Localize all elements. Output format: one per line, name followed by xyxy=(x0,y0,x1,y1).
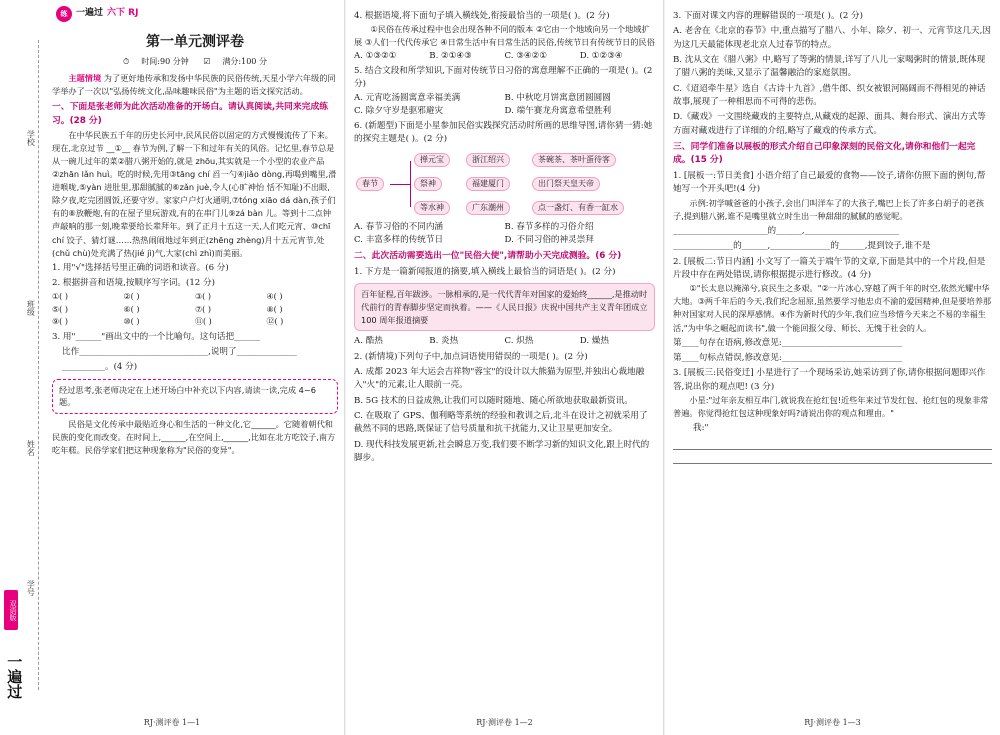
page-footer: RJ·测评卷 1—2 xyxy=(476,717,533,727)
binding-name: 姓名 xyxy=(26,440,36,456)
question-2: 2. 根据拼音和语境,按顺序写字词。(12 分) xyxy=(52,278,215,289)
mind-map-node: 广东潮州 xyxy=(466,201,510,215)
board-1-example: 示例:初学喊爸爸的小孩子,会出门叫洋车了的大孩子,嘴巴上长了许多白胡子的老孩子,提到腊八粥,谁不是嘴里就立时生出一种甜甜的腻腻的感觉呢。 xyxy=(673,197,984,221)
option-d[interactable]: D.《藏戏》一文围绕藏戏的主要特点,从藏戏的起源、面具、舞台形式、演出方式等方面对藏戏进行了详细的介绍,略写了藏戏的传承方式。 xyxy=(673,112,986,136)
option[interactable]: A. 春节习俗的不同内涵 xyxy=(354,221,444,232)
section-2-question-1: 1. 下方是一篇新闻报道的摘要,填入横线上最恰当的词语是( )。(2 分) xyxy=(354,267,616,277)
board-3-interview: 小星:"过年亲友相互串门,就说我在抢红包!近些年来过节发红包、抢红包的现象非常普遍。你觉得抢红包这种现象好吗?请说出你的观点和理由。" xyxy=(673,394,989,419)
binding-class: 班级 xyxy=(26,300,36,316)
option-c[interactable]: C. 在吸取了 GPS、伽利略等系统的经验和教训之后,北斗在设计之初就采用了截然不同的思路,既保证了信号质量和抗干扰能力,又让卫星更加安全。 xyxy=(354,410,648,435)
question-4-options xyxy=(354,50,655,63)
binding-id: 学号 xyxy=(26,580,36,596)
side-strip: 双语版 xyxy=(4,590,18,630)
blank[interactable]: ⑤( ) xyxy=(52,304,68,314)
board-3-answer-prefix: 我:" xyxy=(693,423,709,434)
option[interactable]: C. 除夕守岁是驱邪避灾 xyxy=(354,105,444,116)
mind-map-node: 掸元宝 xyxy=(414,153,450,167)
blanks-grid xyxy=(52,291,338,328)
page-title: 第一单元测评卷 xyxy=(146,34,244,50)
option[interactable]: D. 燥热 xyxy=(579,336,609,347)
connector xyxy=(390,184,410,185)
theme-label: 主题情境 xyxy=(68,73,102,84)
option[interactable]: D. ①②③④ xyxy=(579,50,623,61)
section-2-q1-options xyxy=(354,335,655,348)
theme-block xyxy=(52,72,338,98)
blank[interactable]: ⑨( ) xyxy=(52,317,68,327)
question-5: 5. 结合文段和所学知识,下面对传统节日习俗的寓意理解不正确的一项是( )。(2 分) xyxy=(354,65,653,90)
connector xyxy=(410,161,411,207)
blank[interactable]: ⑦( ) xyxy=(195,304,211,314)
blank[interactable]: ⑪( ) xyxy=(195,317,212,327)
question-3-line-2: 比作______________________________,说明了______________ xyxy=(62,346,297,357)
mind-map-node: 等水神 xyxy=(414,201,450,215)
theme-text: 为了更好地传承和发扬中华民族的民俗传统,天星小学六年级的同学举办了一次以"弘扬传统文化,品味趣味民俗"为主题的语文探究活动。 xyxy=(52,73,336,97)
page-3-content xyxy=(673,8,992,711)
mind-map-node: 祭神 xyxy=(414,177,442,191)
mind-map-node: 茶碗茶、茶叶蛋待客 xyxy=(532,153,616,167)
option[interactable]: B. 春节多样的习俗介绍 xyxy=(504,221,594,232)
option[interactable]: C. 丰富多样的传统节日 xyxy=(354,235,444,246)
board-2-answer-line-1[interactable]: 第____句存在语病,修改意见:____________________________ xyxy=(673,337,903,348)
mind-map-node: 点一盏灯、有香一缸水 xyxy=(532,201,624,215)
folk-passage: 民俗是文化传承中最贴近身心和生活的一种文化,它______。它随着朝代和民族的变化而改变。在时间上,______,在空间上,______,比如在北方吃饺子,南方吃年糕。民俗学家们把这种现象称为"民俗的变异"。 xyxy=(52,418,336,456)
board-2-answer-line-2[interactable]: 第____句标点错误,修改意见:____________________________ xyxy=(673,353,903,363)
board-2-question: 2. [展板二:节日内涵] 小文写了一篇关于端午节的文章,下面是其中的一个片段,但是片段中存在两处错误,请你根据提示进行修改。(4 分) xyxy=(673,256,986,280)
vertical-brand: 一遍过 xyxy=(5,654,24,699)
board-1-answer-line-1[interactable]: ______________________的______,______________________ xyxy=(673,225,900,236)
option[interactable]: B. ②①④③ xyxy=(429,50,472,61)
news-excerpt-box: 百年征程,百年跋涉。一脉相承的,是一代代青年对国家的爱始终______,是推动时代前行的青春脚步坚定而执着。——《人民日报》庆祝中国共产主义青年团成立 100 周年报道摘要 xyxy=(354,283,655,331)
blank[interactable]: ⑩( ) xyxy=(123,317,140,327)
option[interactable]: D. 端午赛龙舟寓意希望胜利 xyxy=(504,105,612,116)
time-limit: 时间:90 分钟 xyxy=(141,56,189,66)
blank[interactable]: ②( ) xyxy=(123,292,140,302)
question-3: 3. 下面对课文内容的理解错误的一项是( )。(2 分) xyxy=(673,11,863,21)
blank[interactable]: ⑫( ) xyxy=(266,317,284,327)
binding-school: 学校 xyxy=(26,130,36,146)
question-4-text: ①民俗在传承过程中也会出现各种不同的版本 ②它由一个地域向另一个地域扩展 ③人们一代代传承它 ④日常生活中有日常生活的民俗,传统节日有传统节日的民俗 xyxy=(354,24,655,48)
brand-logo-icon: 练 xyxy=(56,6,72,22)
question-6-options xyxy=(354,221,655,248)
exam-meta xyxy=(52,56,338,68)
blank[interactable]: ④( ) xyxy=(266,292,283,302)
question-3-line-3: __________。(4 分) xyxy=(62,362,138,373)
answer-line[interactable] xyxy=(673,452,992,464)
option-d[interactable]: D. 现代科技发展更新,社会瞬息万变,我们要不断学习新的知识文化,跟上时代的脚步。 xyxy=(354,439,650,463)
board-1-answer-line-2[interactable]: ______________的______,______________的______,提到饺子,谁不是 xyxy=(673,241,931,252)
option[interactable]: D. 不同习俗的神灵崇拜 xyxy=(504,235,594,246)
mind-map-root: 春节 xyxy=(356,177,384,191)
page-footer: RJ·测评卷 1—3 xyxy=(804,717,861,727)
option-a[interactable]: A. 成都 2023 年大运会吉祥物"蓉宝"的设计以大熊猫为原型,并独出心裁地融入"火"的元素,让人眼前一亮。 xyxy=(354,367,645,391)
question-3-line-1: 3. 用"______"画出文中的一个比喻句。这句话把______ xyxy=(52,331,260,342)
question-1: 1. 用"√"选择括号里正确的词语和读音。(6 分) xyxy=(52,262,229,273)
blank[interactable]: ⑥( ) xyxy=(123,304,140,314)
check-icon: ☑ xyxy=(203,56,211,66)
info-box: 经过思考,张老师决定在上述开场白中补充以下内容,请读一读,完成 4~6 题。 xyxy=(52,379,338,414)
page-2-content xyxy=(354,8,655,711)
section-2-question-2: 2. (新情境)下列句子中,加点词语使用错误的一项是( )。(2 分) xyxy=(354,351,588,362)
question-4: 4. 根据语境,将下面句子填入横线处,衔接最恰当的一项是( )。(2 分) xyxy=(354,11,610,21)
blank[interactable]: ①( ) xyxy=(52,292,68,302)
brand-name: 一遍过 xyxy=(76,8,104,19)
page-1-content xyxy=(52,28,338,711)
option[interactable]: B. 炎热 xyxy=(429,336,459,347)
binding-line xyxy=(38,40,39,690)
page-2 xyxy=(346,0,664,735)
option-b[interactable]: B. 5G 技术的日益成熟,让我们可以随时随地、随心所欲地获取最新资讯。 xyxy=(354,395,633,406)
mind-map-node: 福建厦门 xyxy=(466,177,510,191)
option[interactable]: A. 酷热 xyxy=(354,336,383,347)
blank[interactable]: ③( ) xyxy=(195,292,211,302)
opening-passage: 在中华民族五千年的历史长河中,民风民俗以固定的方式慢慢流传了下来。现在,北京过节 __①__ 春节为例,了解一下和过年有关的风俗。记忆里,春节总是从一碗儿过年的菜②腊八粥开始的,就是 zhōu,其实就是一个小型的农业产品②zhān lǎn huì。吃的时候,先用③tāng chí 舀一勺④jiǎo dòng,再喝到嘴里,滑进喉咙,⑤yàn 进肚里,那甜腻腻的⑥zǎn juè,令人(心旷神怡 恬不知耻)不出眼,除夕夜,吃完团圆饭,还要守岁。家家户户灯火通明,⑦tóng xiāo dá dàn,孩子们有的⑧放鞭炮,有的在屋子里玩游戏,有的在串门儿⑨zá bàn 儿。等到十二点钟声敲响的那一刻,晚辈要给长辈拜年。到了正月十五这一天,人们吃元宵、⑩chī chí 饺子、猜灯谜……热热闹闹地过年到正(zhēng zhèng)月十五元宵节,处(chǔ chù)处充满了热(jié jì)气,大家(chì zhì)而美丽。 xyxy=(52,129,337,258)
header-brand xyxy=(56,6,138,22)
question-5-options xyxy=(354,92,655,119)
option[interactable]: C. 炽热 xyxy=(504,336,534,347)
option[interactable]: C. ③④②① xyxy=(504,50,548,61)
option[interactable]: A. 元宵吃汤圆寓意幸福美满 xyxy=(354,92,461,103)
binding-margin xyxy=(0,0,48,735)
board-2-passage: ①"长太息以掩涕兮,哀民生之多艰。"②一片冰心,穿越了两千年的时空,依然光耀中华大地。③两千年后的今天,我们纪念屈原,虽然要学习他忠贞不渝的爱国精神,但是要培养那种对国家对人民的深厚感情。④作为新时代的少年,我们应当珍惜今天来之不易的幸福生活,"为中华之崛起而读书",做一个能回报父母、师长、无愧于社会的人。 xyxy=(673,283,992,333)
option[interactable]: B. 中秋吃月饼寓意团圆圆圆 xyxy=(504,92,611,103)
mind-map-node: 浙江绍兴 xyxy=(466,153,510,167)
board-3-answer-lines[interactable] xyxy=(673,438,992,464)
page-3 xyxy=(665,0,1000,735)
board-1-question: 1. [展板一:节日美食] 小语介绍了自己最爱的食物——饺子,请你仿照下面的例句,帮她写一个开头吧!(4 分) xyxy=(673,171,986,195)
mind-map-node: 出门祭天皇天帝 xyxy=(532,177,600,191)
option-b[interactable]: B. 沈从文在《腊八粥》中,略写了等粥的情景,详写了八儿一家喝粥时的情景,既体现了腊八粥的美味,又显示了温馨融洽的家庭氛围。 xyxy=(673,54,986,79)
page-footer: RJ·测评卷 1—1 xyxy=(143,717,201,727)
option-c[interactable]: C.《迢迢牵牛星》选自《古诗十九首》,借牛郎、织女被银河隔阔而不得相见的神话故事,展现了一种相思而不可得的悲伤。 xyxy=(673,83,986,107)
brand-grade: 六下 RJ xyxy=(107,8,139,19)
full-score: 满分:100 分 xyxy=(222,56,267,66)
board-3-question: 3. [展板三:民俗变迁] 小星进行了一个现场采访,她采访到了你,请你根据问题即兴作答,说出你的观点吧! (3 分) xyxy=(673,368,986,392)
clock-icon: ⏱ xyxy=(123,56,130,66)
blank[interactable]: ⑧( ) xyxy=(266,304,283,314)
section-2-title: 二、此次活动需要选出一位"民俗大使",请帮助小天完成测验。(6 分) xyxy=(354,251,622,262)
page-1 xyxy=(0,0,345,735)
option[interactable]: A. ①③②① xyxy=(354,50,397,61)
question-6: 6. (新题型)下面是小星参加民俗实践探究活动时所画的思维导图,请你猜一猜:她的探究主题是( )。(2 分) xyxy=(354,121,653,145)
option-a[interactable]: A. 老舍在《北京的春节》中,重点描写了腊八、小年、除夕、初一、元宵节这几天,因为这几天最能体现老北京人过春节的特点。 xyxy=(673,26,991,50)
mind-map xyxy=(354,149,655,219)
section-3-title: 三、同学们准备以展板的形式介绍自己印象深刻的民俗文化,请你和他们一起完成。(15 分) xyxy=(673,141,976,166)
section-1-title: 一、下面是张老师为此次活动准备的开场白。请认真阅读,共同来完成练习。(28 分) xyxy=(52,102,329,126)
answer-line[interactable] xyxy=(673,438,992,450)
